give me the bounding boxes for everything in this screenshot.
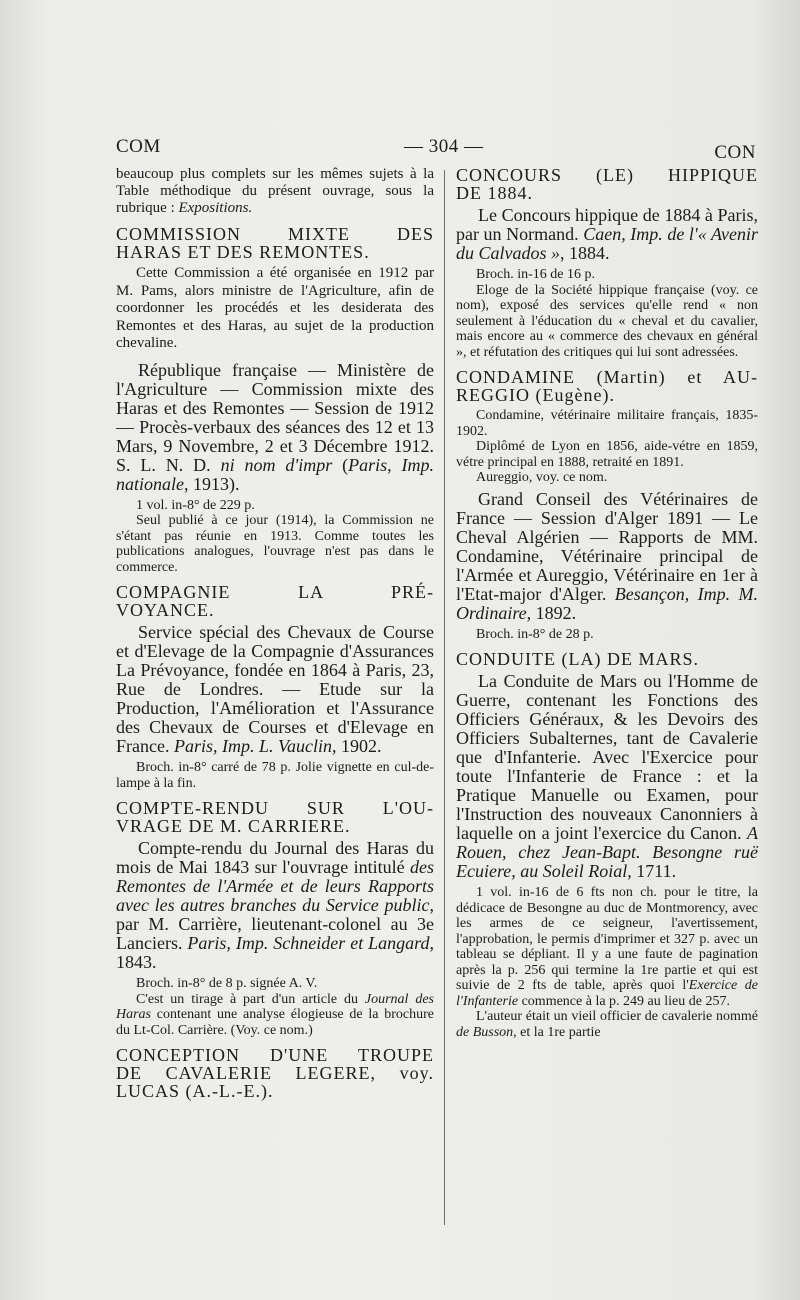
entry-title: REGGIO (Eugène). <box>456 385 615 405</box>
entry-citation <box>116 839 434 972</box>
entry-title: COMPTE-RENDU SUR L'OU- <box>116 798 434 818</box>
desc-text: C'est un tirage à part d'un article du <box>136 991 358 1007</box>
desc-italic: de Busson <box>456 1024 514 1040</box>
entry-citation <box>116 361 434 494</box>
entry-title: CONDUITE (LA) DE MARS. <box>456 649 699 669</box>
entry-desc: Broch. in-16 de 16 p. <box>476 267 595 282</box>
entry-desc: Aureggio, voy. ce nom. <box>476 470 608 485</box>
entry-citation <box>456 672 758 881</box>
entry-title: DE CAVALERIE LEGERE, voy. <box>116 1063 434 1083</box>
citation-italic: des Remontes de l'Armée et de leurs Rapports avec les autres branches du Service public <box>116 857 435 915</box>
citation-text: , 1884. <box>560 243 610 263</box>
desc-text: contenant une analyse élogieuse de la brochure du Lt-Col. Carrière. (Voy. ce nom.) <box>116 1007 434 1038</box>
entry-citation <box>456 206 758 263</box>
entry-citation <box>456 490 758 623</box>
entry-desc: Broch. in-8° de 28 p. <box>476 626 594 642</box>
column-rule <box>444 170 445 1225</box>
entry-conduite <box>456 650 758 1040</box>
intro-italic: Expositions. <box>178 200 253 216</box>
page-number: — 304 — <box>404 136 484 157</box>
citation-italic: Paris, Imp. Schneider et Langard <box>187 933 430 953</box>
citation-italic: Paris, Imp. L. Vauclin <box>173 736 332 756</box>
citation-text: , 1913). <box>184 473 240 494</box>
citation-text: , 1892. <box>526 602 577 623</box>
citation-text: , par M. Carrière, lieutenant-colonel au 3e Lanciers. <box>116 895 434 953</box>
entry-desc: Diplômé de Lyon en 1856, aide-vétre en 1859, vétre principal en 1888, retraité en 1891. <box>456 439 758 470</box>
entry-desc: Eloge de la Société hippique française (voy. ce nom), exposé des services qu'elle rend « non seulement à l'éducation du « cheval et du cavalier, mais encore au « commerce des chevaux en général », et réfutation des critiques qui lui sont adressées. <box>456 282 758 360</box>
entry-note: Cette Commission a été organisée en 1912 par M. Pams, alors ministre de l'Agriculture, afin de coordonner les procédés et les desiderata des Remontes et des Haras, au sujet de la production chevaline. <box>116 265 434 351</box>
entry-desc <box>456 885 758 1009</box>
running-head <box>112 136 756 166</box>
entry-title: COMPAGNIE LA PRÉ- <box>116 582 434 602</box>
entry-desc <box>456 1009 758 1040</box>
citation-italic: ni nom d'impr <box>220 454 333 475</box>
citation-text: Grand Conseil des Vétérinaires de France — Session d'Alger 1891 — Le Cheval Algérien — Rapports de MM. Condamine, Vétérinaire principal de l'Armée et Aureggio, Vétérinaire en 1er à l'Etat-major d'Alger. <box>456 488 758 604</box>
citation-text: La Conduite de Mars ou l'Homme de Guerre, contenant les Fonctions des Officiers Généraux, & les Devoirs des Officiers Subalternes, tant de Cavalerie que d'Infanterie. Avec l'Exercice pour toute l'Infanterie de France : et la Pratique Manuelle ou Examen, pour l'Instruction des nouveaux Canonniers à laquelle on a joint l'exercice du Canon. <box>456 671 758 843</box>
entry-title: DE 1884. <box>456 183 533 203</box>
citation-italic: Paris, Imp. nationale <box>116 454 434 494</box>
citation-italic: A Rouen, chez Jean-Bapt. Besongne ruë Ecuiere, au Soleil Roial <box>456 823 758 881</box>
citation-italic: Caen, Imp. de l'« Avenir du Calvados » <box>456 224 758 263</box>
entry-desc: Condamine, vétérinaire militaire français, 1835-1902. <box>456 408 758 439</box>
citation-text: Le Concours hippique de 1884 à Paris, par un Normand. <box>456 205 758 244</box>
citation-text: , 1711. <box>627 861 677 881</box>
desc-text: commence à la p. 249 au lieu de 257. <box>518 993 730 1009</box>
citation-text: , 1843. <box>116 933 435 972</box>
citation-italic: Besançon, Imp. M. Ordinaire <box>456 583 759 623</box>
entry-title: CONCOURS (LE) HIPPIQUE <box>456 165 758 185</box>
citation-text: , 1902. <box>332 736 382 756</box>
citation-text: Service spécial des Chevaux de Course et d'Elevage de la Compagnie d'Assurances La Prévoyance, fondée en 1864 à Paris, 23, Rue de Londres. — Etude sur la Production, l'Amélioration et l'Assurance des Chevaux de Courses et d'Elevage en France. <box>116 622 434 756</box>
entry-title: HARAS ET DES REMONTES. <box>116 242 370 262</box>
running-head-left: COM <box>116 136 161 157</box>
desc-text: L'auteur était un vieil officier de cavalerie nommé <box>476 1009 758 1024</box>
entry-title: LUCAS (A.-L.-E.). <box>116 1081 274 1101</box>
entry-desc: Broch. in-8° de 8 p. signée A. V. <box>136 976 318 991</box>
entry-desc: 1 vol. in-8° de 229 p. <box>136 497 255 513</box>
entry-prevoyance <box>116 583 434 791</box>
entry-concours <box>456 166 758 360</box>
running-head-right: CON <box>714 142 756 163</box>
entry-title: VRAGE DE M. CARRIERE. <box>116 816 351 836</box>
left-column <box>116 166 434 1100</box>
desc-text: 1 vol. in-16 de 6 fts non ch. pour le titre, la dédicace de Besongne au duc de Montmorency, avec les armes de ce seigneur, l'avertissement, l'approbation, le permis d'imprimer et 327 p. avec un tableau se dépliant. Il y a une faute de pagination après la p. 256 qui termine la 1re partie et qui est suivie de 2 fts de table, après quoi l' <box>456 885 758 993</box>
entry-citation <box>116 623 434 756</box>
entry-title: CONDAMINE (Martin) et AU- <box>456 367 758 387</box>
entry-title: CONCEPTION D'UNE TROUPE <box>116 1045 434 1065</box>
desc-italic: Exercice de l'Infanterie <box>456 978 758 1009</box>
intro-text <box>116 166 434 217</box>
entry-title: VOYANCE. <box>116 600 215 620</box>
entry-condamine <box>456 368 758 642</box>
intro-plain: beaucoup plus complets sur les mêmes sujets à la Table méthodique du présent ouvrage, sous la rubrique : <box>116 166 434 216</box>
entry-commission <box>116 225 434 575</box>
right-column <box>456 166 758 1040</box>
citation-text: Compte-rendu du Journal des Haras du mois de Mai 1843 sur l'ouvrage intitulé <box>116 838 434 877</box>
citation-text: République française — Ministère de l'Agriculture — Commission mixte des Haras et des Remontes — Session de 1912 — Procès-verbaux des séances des 12 et 13 Mars, 9 Novembre, 2 et 3 Décembre 1912. S. L. N. D. <box>116 359 434 475</box>
entry-desc: Seul publié à ce jour (1914), la Commission ne s'étant pas réunie en 1913. Comme toutes les publications analogues, l'ouvrage n'est pas dans le commerce. <box>116 513 434 575</box>
citation-text: ( <box>342 454 349 475</box>
desc-text: , et la 1re partie <box>513 1024 601 1040</box>
entry-conception <box>116 1046 434 1100</box>
entry-desc: Broch. in-8° carré de 78 p. Jolie vignette en cul-de-lampe à la fin. <box>116 760 434 791</box>
entry-compte-rendu <box>116 799 434 1038</box>
entry-desc <box>116 992 434 1039</box>
entry-title: COMMISSION MIXTE DES <box>116 224 434 244</box>
desc-italic: Journal des Haras <box>116 991 434 1022</box>
